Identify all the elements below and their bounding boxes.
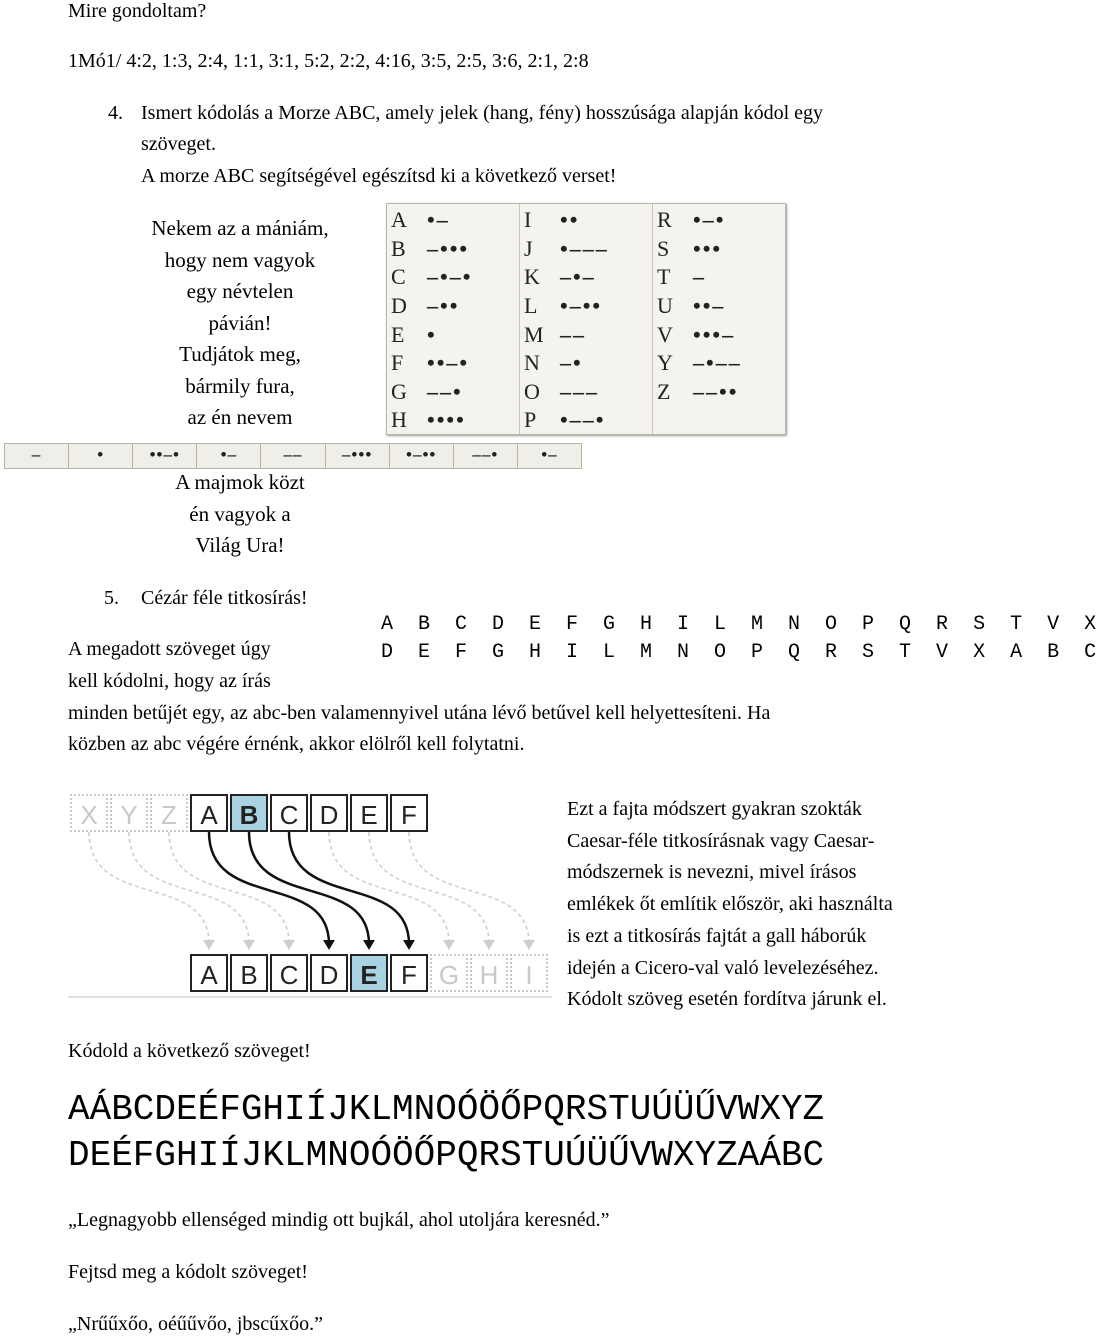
- shift-arrow: [129, 832, 249, 944]
- poem-line: egy névtelen: [186, 279, 294, 303]
- morse-strip-segment: •–: [197, 444, 261, 468]
- caesar-alphabet-shifted: D E F G H I L M N O P Q R S T V X A B C: [381, 641, 1103, 664]
- morse-code: •••–: [693, 321, 736, 347]
- morse-letter: Z: [657, 378, 671, 404]
- morse-letter: J: [524, 235, 533, 261]
- poem-line: hogy nem vagyok: [164, 247, 316, 272]
- morse-code: •–––: [560, 235, 609, 261]
- morse-strip-segment: –: [5, 444, 69, 468]
- morse-code: –•–: [560, 264, 596, 290]
- morse-letter: E: [391, 321, 405, 347]
- diagram-letter-cell: A: [190, 794, 228, 832]
- morse-entry: [657, 235, 785, 264]
- explanation-line: idején a Cicero-val való levelezéséhez.: [567, 956, 879, 979]
- caesar-explanation: [567, 794, 893, 1016]
- morse-code: •–••: [560, 293, 603, 319]
- caesar-shift-diagram: [68, 790, 552, 1002]
- diagram-letter-cell: I: [510, 954, 548, 992]
- quote-to-encode: „Legnagyobb ellenséged mindig ott bujkál, ahol utoljára keresnéd.”: [68, 1209, 610, 1231]
- section-4-number: 4.: [108, 102, 123, 124]
- section-5-title: Cézár féle titkosírás!: [141, 587, 308, 609]
- arrow-head: [363, 940, 375, 950]
- morse-entry: [391, 263, 519, 292]
- morse-letter: V: [657, 321, 673, 347]
- hungarian-alphabet-plain: AÁBCDEÉFGHIÍJKLMNOÓÖŐPQRSTUÚÜŰVWXYZ: [68, 1089, 825, 1130]
- morse-code: ••–•: [427, 350, 470, 376]
- poem-line: Tudjátok meg,: [179, 342, 301, 366]
- decode-prompt: Fejtsd meg a kódolt szöveget!: [68, 1261, 308, 1283]
- morse-column-2: [519, 204, 652, 434]
- morse-letter: K: [524, 264, 540, 290]
- diagram-letter-cell: C: [270, 794, 308, 832]
- coded-text: „Nrűűxőo, oéűűvőo, jbscűxőo.”: [68, 1313, 323, 1335]
- morse-letter: U: [657, 293, 673, 319]
- morse-entry: [524, 320, 652, 349]
- morse-code: ••: [560, 207, 580, 233]
- morse-entry: [524, 206, 652, 235]
- morse-letter: Y: [657, 350, 673, 376]
- morse-entry: [391, 378, 519, 407]
- morse-strip-segment: ––•: [454, 444, 518, 468]
- diagram-letter-cell: E: [350, 794, 388, 832]
- morse-code: •––•: [560, 407, 606, 433]
- arrow-head: [483, 940, 495, 950]
- diagram-letter-cell: Z: [150, 794, 188, 832]
- riddle-heading: Mire gondoltam?: [68, 0, 207, 22]
- morse-letter: N: [524, 350, 540, 376]
- morse-letter: O: [524, 378, 540, 404]
- morse-entry: [391, 206, 519, 235]
- section-5-number: 5.: [104, 587, 119, 609]
- morse-letter: S: [657, 235, 670, 261]
- morse-letter: P: [524, 407, 537, 433]
- morse-entry: [391, 349, 519, 378]
- encode-prompt: Kódold a következő szöveget!: [68, 1040, 311, 1062]
- poem-line: Nekem az a mániám,: [151, 216, 329, 240]
- explanation-line: módszernek is nevezni, mivel írásos: [567, 861, 857, 884]
- diagram-letter-cell: D: [310, 794, 348, 832]
- diagram-letter-cell: D: [310, 954, 348, 992]
- morse-code: –––: [560, 378, 599, 404]
- arrow-head: [523, 940, 535, 950]
- morse-code: –•••: [427, 235, 470, 261]
- poem-bottom: [110, 467, 370, 562]
- section-4-line-2: szöveget.: [141, 133, 216, 155]
- morse-code: ––••: [693, 378, 739, 404]
- morse-entry: [524, 378, 652, 407]
- morse-entry: [391, 292, 519, 321]
- section-4-instruction: A morze ABC segítségével egészítsd ki a következő verset!: [141, 165, 617, 187]
- morse-letter: G: [391, 378, 407, 404]
- morse-code: –•––: [693, 350, 742, 376]
- morse-entry: [524, 349, 652, 378]
- shift-arrow: [209, 832, 329, 944]
- diagram-letter-cell: X: [70, 794, 108, 832]
- morse-strip-segment: ––: [261, 444, 325, 468]
- shift-arrow: [329, 832, 449, 944]
- shift-arrow: [89, 832, 209, 944]
- diagram-letter-cell: C: [270, 954, 308, 992]
- morse-entry: [524, 263, 652, 292]
- section-5-text: kell kódolni, hogy az írás: [68, 670, 271, 692]
- morse-code: •: [427, 321, 437, 347]
- morse-letter: B: [391, 235, 406, 261]
- morse-entry: [391, 320, 519, 349]
- morse-code: •–: [427, 207, 450, 233]
- morse-entry: [657, 292, 785, 321]
- morse-strip-segment: ••–•: [133, 444, 197, 468]
- poem-line: pávián!: [208, 310, 272, 335]
- hungarian-alphabet-shifted: DEÉFGHIÍJKLMNOÓÖŐPQRSTUÚÜŰVWXYZAÁBC: [68, 1135, 825, 1176]
- diagram-letter-cell: F: [390, 794, 428, 832]
- diagram-letter-cell: H: [470, 954, 508, 992]
- morse-letter: D: [391, 293, 407, 319]
- section-4-line-1: Ismert kódolás a Morze ABC, amely jelek (hang, fény) hosszúsága alapján kódol egy: [141, 102, 824, 124]
- morse-code: ––•: [427, 378, 463, 404]
- morse-letter: T: [657, 264, 671, 290]
- section-5-text: közben az abc végére érnénk, akkor elölről kell folytatni.: [68, 733, 525, 755]
- morse-strip-segment: •–: [541, 445, 558, 464]
- morse-code: –••: [427, 293, 460, 319]
- morse-strip-segment: •: [69, 444, 133, 468]
- diagram-letter-cell: E: [350, 954, 388, 992]
- diagram-letter-cell: B: [230, 954, 268, 992]
- morse-entry: [524, 406, 652, 435]
- morse-letter: A: [391, 207, 407, 233]
- diagram-letter-cell: Y: [110, 794, 148, 832]
- explanation-line: is ezt a titkosírás fajtát a gall háborúk: [567, 924, 867, 947]
- arrow-head: [243, 940, 255, 950]
- morse-code: –: [693, 264, 706, 290]
- morse-code: –•: [560, 350, 583, 376]
- morse-letter: M: [524, 321, 544, 347]
- arrow-head: [443, 940, 455, 950]
- morse-letter: H: [391, 407, 407, 433]
- morse-strip-segment: •–••: [390, 444, 454, 468]
- morse-entry: [657, 206, 785, 235]
- morse-column-1: [387, 204, 519, 434]
- morse-code-table: [386, 203, 786, 435]
- poem-line: A majmok közt: [175, 470, 305, 494]
- morse-letter: I: [524, 207, 532, 233]
- diagram-letter-cell: B: [230, 794, 268, 832]
- morse-entry: [391, 406, 519, 435]
- morse-entry: [657, 349, 785, 378]
- explanation-line: emlékek őt említik először, aki használta: [567, 893, 893, 916]
- arrow-head: [323, 940, 335, 950]
- morse-entry: [524, 235, 652, 264]
- morse-entry: [657, 320, 785, 349]
- riddle-key: 1Mó1/ 4:2, 1:3, 2:4, 1:1, 3:1, 5:2, 2:2, 4:16, 3:5, 2:5, 3:6, 2:1, 2:8: [68, 50, 589, 72]
- explanation-line: Ezt a fajta módszert gyakran szokták: [567, 798, 862, 820]
- morse-entry: [657, 378, 785, 407]
- morse-column-3: [652, 204, 785, 434]
- caesar-alphabet-plain: A B C D E F G H I L M N O P Q R S T V X: [381, 613, 1103, 636]
- section-5-text: minden betűjét egy, az abc-ben valamennyivel utána lévő betűvel kell helyettesíteni. Ha: [68, 702, 771, 724]
- explanation-line: Caesar-féle titkosírásnak vagy Caesar-: [567, 829, 875, 852]
- diagram-letter-cell: G: [430, 954, 468, 992]
- morse-letter: L: [524, 293, 538, 319]
- arrow-head: [203, 940, 215, 950]
- morse-code: ••••: [427, 407, 466, 433]
- morse-letter: R: [657, 207, 672, 233]
- diagram-letter-cell: F: [390, 954, 428, 992]
- poem-line: az én nevem: [187, 405, 293, 429]
- morse-code: •••: [693, 235, 723, 261]
- morse-code: ––: [560, 321, 586, 347]
- poem-line: bármily fura,: [185, 373, 295, 398]
- poem-line: Világ Ura!: [195, 533, 285, 557]
- morse-entry: [524, 292, 652, 321]
- morse-entry: [657, 263, 785, 292]
- morse-strip-segment: –•••: [326, 444, 390, 468]
- shift-arrow: [369, 832, 489, 944]
- morse-letter: F: [391, 350, 404, 376]
- poem-line: én vagyok a: [189, 501, 291, 526]
- morse-entry: [391, 235, 519, 264]
- shift-arrow: [249, 832, 369, 944]
- morse-letter: C: [391, 264, 406, 290]
- shift-arrow: [409, 832, 529, 944]
- shift-arrow: [289, 832, 409, 944]
- arrow-head: [403, 940, 415, 950]
- section-5-text: A megadott szöveget úgy: [68, 638, 271, 660]
- shift-arrow: [169, 832, 289, 944]
- poem-top: [110, 213, 370, 434]
- morse-code: –•–•: [427, 264, 473, 290]
- morse-code: •–•: [693, 207, 726, 233]
- morse-answer-strip: [4, 443, 582, 469]
- arrow-head: [283, 940, 295, 950]
- morse-code: ••–: [693, 293, 726, 319]
- explanation-line: Kódolt szöveg esetén fordítva járunk el.: [567, 988, 887, 1011]
- diagram-letter-cell: A: [190, 954, 228, 992]
